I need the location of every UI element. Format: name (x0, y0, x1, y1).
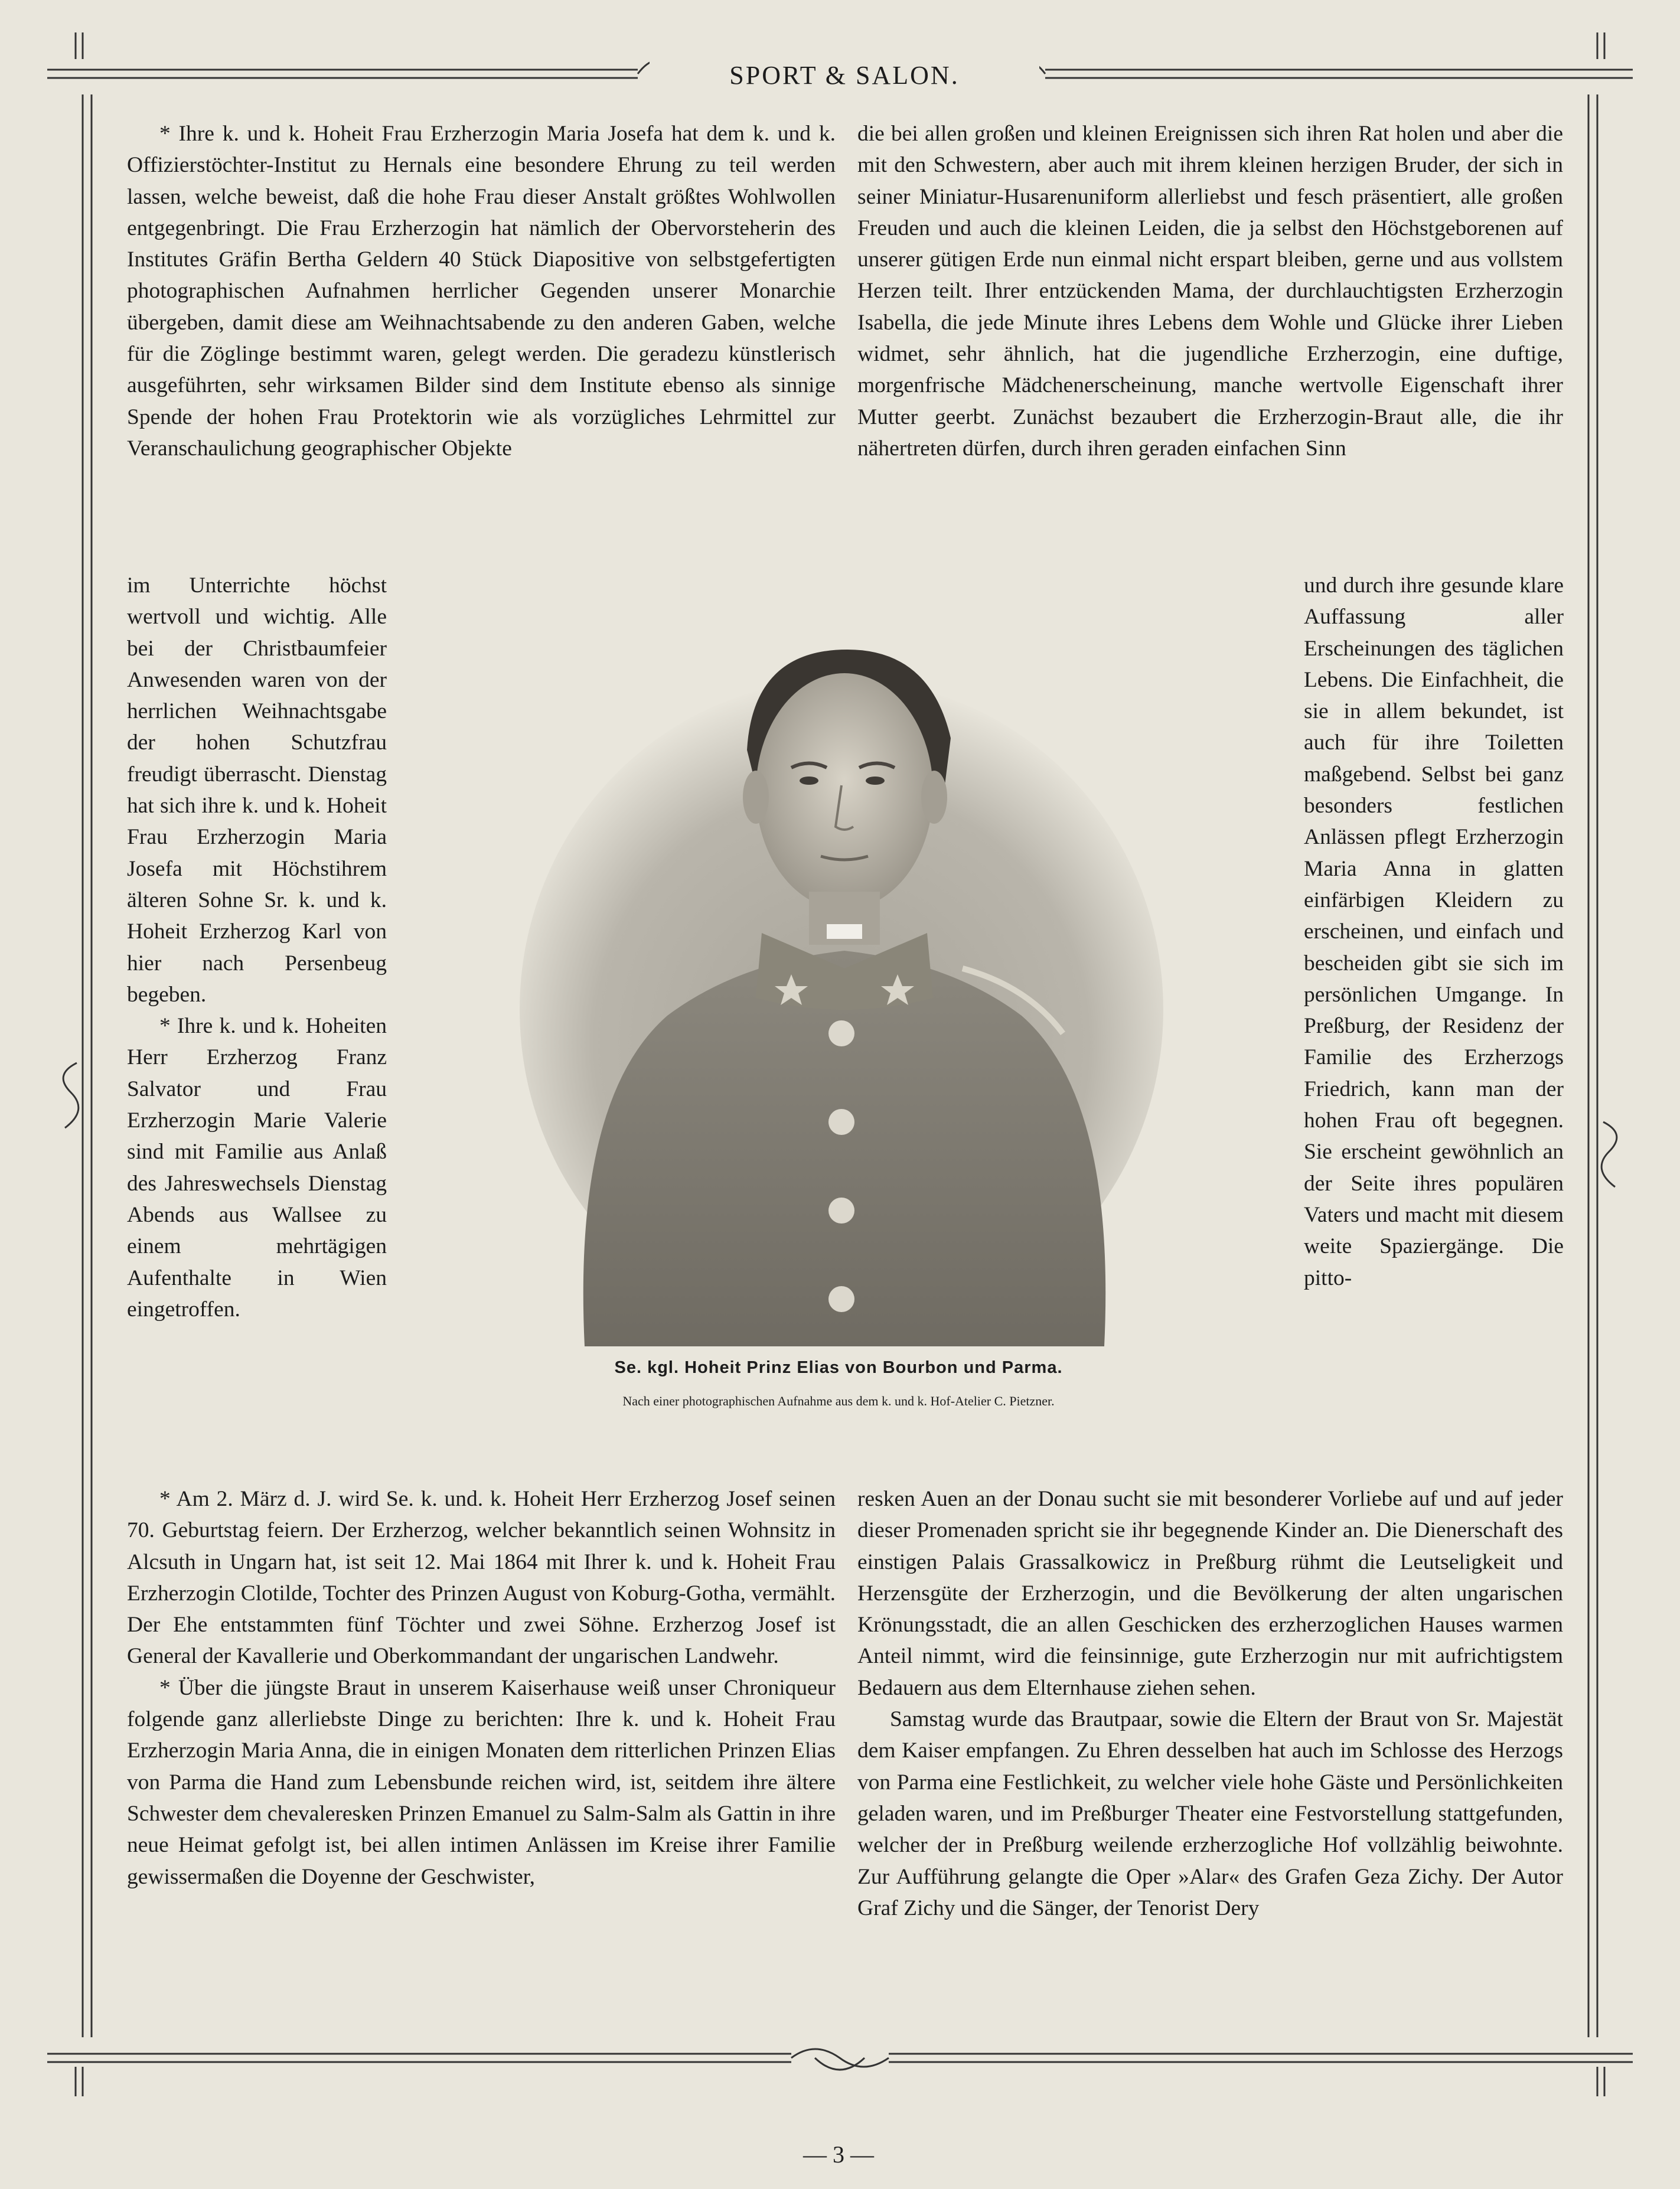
photo-caption: Se. kgl. Hoheit Prinz Elias von Bourbon und Parma. (614, 1358, 1063, 1377)
paragraph: resken Auen an der Donau sucht sie mit besonderer Vorliebe auf und auf jeder dieser Promenaden spricht sie ihr begegnende Kinder an. Die Dienerschaft des einstigen Palais Grassalkowicz in Preßburg rühmt die Leutseligkeit und Herzensgüte der Erzherzogin, und die Bevölkerung der alten ungarischen Krönungsstadt, die an allen Geschicken des erzherzoglichen Hauses warmen Anteil nimmt, wird die feinsinnige, gute Erzherzogin nur mit aufrichtigstem Bedauern aus dem Elternhause ziehen sehen. (857, 1487, 1563, 1700)
paragraph: Samstag wurde das Brautpaar, sowie die Eltern der Braut von Sr. Majestät dem Kaiser empfangen. Zu Ehren desselben hat auch im Schlosse des Herzogs von Parma eine Festlichkeit, zu welcher viele hohe Gäste und Persönlichkeiten geladen waren, und im Preßburger Theater eine Festvorstellung stattgefunden, welcher der in Preßburg weilende erzherzogliche Hof vollzählig beiwohnte. Zur Aufführung gelangte die Oper »Alar« des Grafen Geza Zichy. Der Autor Graf Zichy und die Sänger, der Tenorist Dery (857, 1707, 1563, 1920)
top-left-column (127, 118, 836, 464)
page-number: — 3 — (803, 2141, 874, 2168)
paragraph: * Ihre k. und k. Hoheiten Herr Erzherzog Franz Salvator und Frau Erzherzogin Marie Valerie sind mit Familie aus Anlaß des Jahreswechsels Dienstag Abends aus Wallsee zu einem mehrtägigen Aufenthalte in Wien eingetroffen. (127, 1014, 387, 1322)
bottom-right-column (857, 1483, 1563, 1924)
right-narrow-column (1304, 570, 1564, 1294)
portrait-photo (514, 596, 1169, 1346)
paragraph: * Am 2. März d. J. wird Se. k. und. k. Hoheit Herr Erzherzog Josef seinen 70. Geburtstag feiern. Der Erzherzog, welcher bekanntlich seinen Wohnsitz in Alcsuth in Ungarn hat, ist seit 12. Mai 1864 mit Ihrer k. und k. Hoheit Frau Erzherzogin Clotilde, Tochter des Prinzen August von Koburg-Gotha, vermählt. Der Ehe entstammten fünf Töchter und zwei Söhne. Erzherzog Josef ist General der Kavallerie und Oberkommandant der ungarischen Landwehr. (127, 1487, 836, 1669)
paragraph: und durch ihre gesunde klare Auffassung aller Erscheinungen des täglichen Lebens. Die Einfachheit, die sie in allem bekundet, ist auch für ihre Toiletten maßgebend. Selbst bei ganz besonders festlichen Anlässen pflegt Erzherzogin Maria Anna in glatten einfärbigen Kleidern zu erscheinen, und einfach und bescheiden gibt sie sich im persönlichen Umgange. In Preßburg, der Residenz der Familie des Erzherzogs Friedrich, kann man der hohen Frau oft begegnen. Sie erscheint gewöhnlich an der Seite ihres populären Vaters und macht mit diesem weite Spaziergänge. Die pitto- (1304, 573, 1564, 1290)
top-right-column (857, 118, 1563, 464)
paragraph: * Ihre k. und k. Hoheit Frau Erzherzogin Maria Josefa hat dem k. und k. Offizierstöchter-Institut zu Hernals eine besondere Ehrung zu teil werden lassen, welche beweist, daß die hohe Frau dieser Anstalt größtes Wohlwollen entgegenbringt. Die Frau Erzherzogin hat nämlich der Obervorsteherin des Institutes Gräfin Bertha Geldern 40 Stück Diapositive von selbstgefertigten photographischen Aufnahmen herrlicher Gegenden unserer Monarchie übergeben, damit diese am Weihnachtsabende zu den anderen Gaben, welche für die Zöglinge bestimmt waren, gelegt werden. Die geradezu künstlerisch ausgeführten, sehr wirksamen Bilder sind dem Institute ebenso als sinnige Spende der hohen Frau Protektorin wie als vorzügliches Lehrmittel zur Veranschaulichung geographischer Objekte (127, 122, 836, 461)
masthead-title: SPORT & SALON. (650, 52, 1039, 99)
paragraph: * Über die jüngste Braut in unserem Kaiserhause weiß unser Chroniqueur folgende ganz allerliebste Dinge zu berichten: Ihre k. und k. Hoheit Frau Erzherzogin Maria Anna, die in einigen Monaten dem ritterlichen Prinzen Elias von Parma die Hand zum Lebensbunde reichen wird, ist, seitdem ihre ältere Schwester dem chevaleresken Prinzen Emanuel zu Salm-Salm als Gattin in ihre neue Heimat gefolgt ist, bei allen intimen Anlässen im Kreise ihrer Familie gewissermaßen die Doyenne der Geschwister, (127, 1675, 836, 1889)
bottom-left-column (127, 1483, 836, 1893)
paragraph: die bei allen großen und kleinen Ereignissen sich ihren Rat holen und aber die mit den Schwestern, aber auch mit ihrem kleinen herzigen Bruder, der sich in seiner Miniatur-Husarenuniform allerliebst und fesch präsentiert, alle großen Freuden und auch die kleinen Leiden, die ja selbst den Höchstgeborenen auf unserer gütigen Erde nun einmal nicht erspart bleiben, gerne und aus vollstem Herzen teilt. Ihrer entzückenden Mama, der durchlauchtigsten Erzherzogin Isabella, die jede Minute ihres Lebens dem Wohle und Glücke ihrer Lieben widmet, sehr ähnlich, hat die jugendliche Erzherzogin, eine duftige, morgenfrische Mädchenerscheinung, manche wertvolle Eigenschaft ihrer Mutter geerbt. Zunächst bezaubert die Erzherzogin-Braut alle, die ihr nähertreten dürfen, durch ihren geraden einfachen Sinn (857, 122, 1563, 461)
photo-credit: Nach einer photographischen Aufnahme aus dem k. und k. Hof-Atelier C. Pietzner. (622, 1394, 1055, 1408)
left-narrow-column (127, 570, 387, 1325)
paragraph: im Unterrichte höchst wertvoll und wichtig. Alle bei der Christbaumfeier Anwesenden waren von der herrlichen Weihnachtsgabe der hohen Schutzfrau freudigt überrascht. Dienstag hat sich ihre k. und k. Hoheit Frau Erzherzogin Maria Josefa mit Höchstihrem älteren Sohne Sr. k. und k. Hoheit Erzherzog Karl von hier nach Persenbeug begeben. (127, 573, 387, 1007)
